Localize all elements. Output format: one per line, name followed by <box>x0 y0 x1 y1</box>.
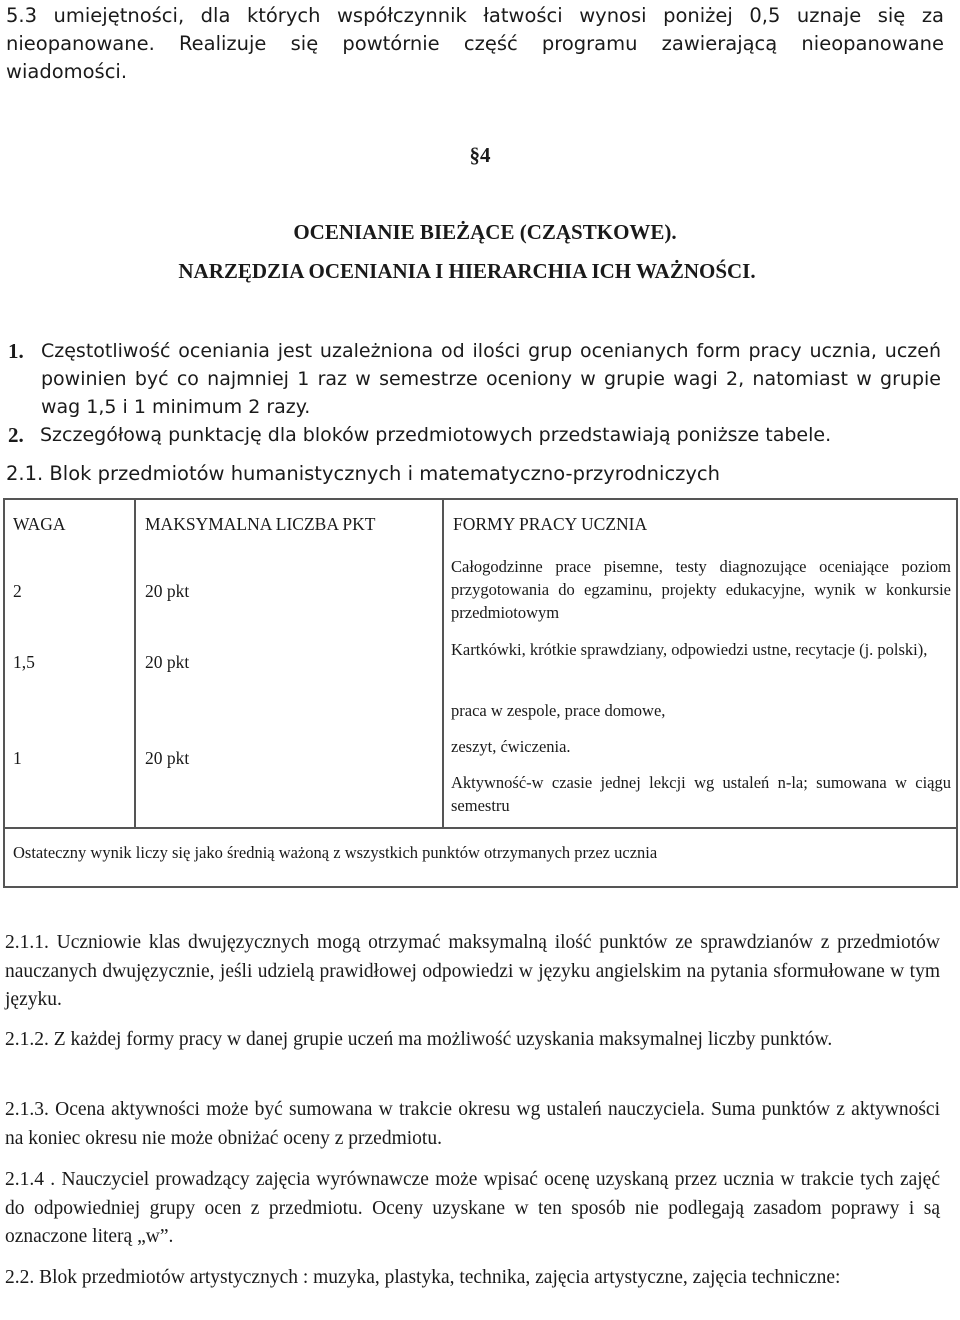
form-item: praca w zespole, prace domowe, <box>451 701 666 720</box>
form-item: Całogodzinne prace pisemne, testy diagnozujące oceniające poziom przygotowania do egzaminu, projekty edukacyjne, wynik w konkursie przedmiotowym <box>451 557 951 622</box>
section-title-line1: OCENIANIE BIEŻĄCE (CZĄSTKOWE). <box>293 220 677 244</box>
paragraph-2-1-3: 2.1.3. Ocena aktywności może być sumowana w trakcie okresu wg ustaleń nauczyciela. Suma punktów z aktywności na koniec okresu nie może obniżać oceny z przedmiotu. <box>5 1099 940 1149</box>
table-summary: Ostateczny wynik liczy się jako średnią ważoną z wszystkich punktów otrzymanych przez ucznia <box>13 843 658 862</box>
row-waga: 1 <box>13 748 22 768</box>
list-item-number: 1. <box>8 339 24 363</box>
row-points: 20 pkt <box>145 581 190 601</box>
points-table <box>3 498 958 888</box>
list-item-text: Szczegółową punktację dla bloków przedmiotowych przedstawiają poniższe tabele. <box>40 424 832 446</box>
table-divider <box>5 827 956 829</box>
list-item-text: Częstotliwość oceniania jest uzależniona od ilości grup ocenianych form pracy ucznia, uczeń powinien być co najmniej 1 raz w semestrze oceniony w grupie wagi 2, natomiast w grupie wag 1,5 i 1 minimum 2 razy. <box>41 340 941 418</box>
row-waga: 1,5 <box>13 652 35 672</box>
section-title-line2: NARZĘDZIA OCENIANIA I HIERARCHIA ICH WAŻNOŚCI. <box>178 259 756 283</box>
intro-paragraph: 5.3 umiejętności, dla których współczynnik łatwości wynosi poniżej 0,5 uznaje się za nieopanowane. Realizuje się powtórnie część programu zawierającą nieopanowane wiadomości. <box>6 4 944 83</box>
form-item: Aktywność-w czasie jednej lekcji wg ustaleń n-la; sumowana w ciągu semestru <box>451 773 951 815</box>
list-item-2 <box>8 421 941 451</box>
row-waga: 2 <box>13 581 22 601</box>
header-waga: WAGA <box>13 514 66 534</box>
subsection-heading: 2.1. Blok przedmiotów humanistycznych i matematyczno-przyrodniczych <box>6 462 721 485</box>
form-item: Kartkówki, krótkie sprawdziany, odpowiedzi ustne, recytacje (j. polski), <box>451 640 928 659</box>
table-divider <box>442 500 444 827</box>
paragraph-2-1-2: 2.1.2. Z każdej formy pracy w danej grupie uczeń ma możliwość uzyskania maksymalnej liczby punktów. <box>5 1029 833 1050</box>
row-points: 20 pkt <box>145 748 190 768</box>
paragraph-2-1-4: 2.1.4 . Nauczyciel prowadzący zajęcia wyrównawcze może wpisać ocenę uzyskaną przez ucznia w trakcie tych zajęć do odpowiedniej grupy ocen z przedmiotu. Oceny uzyskane w ten sposób nie podlegają zasadom poprawy i są oznaczone literą „w”. <box>5 1169 940 1247</box>
list-item-number: 2. <box>8 423 24 447</box>
form-item: zeszyt, ćwiczenia. <box>451 737 571 756</box>
list-item-1 <box>8 337 941 427</box>
paragraph-2-1-1: 2.1.1. Uczniowie klas dwujęzycznych mogą otrzymać maksymalną ilość punktów ze sprawdzianów z przedmiotów nauczanych dwujęzycznie, jeśli udzielą prawidłowej odpowiedzi w języku angielskim na pytania sformułowane w tym języku. <box>5 932 940 1010</box>
table-divider <box>134 500 136 827</box>
paragraph-2-2: 2.2. Blok przedmiotów artystycznych : muzyka, plastyka, technika, zajęcia artystyczne, zajęcia techniczne: <box>5 1267 841 1288</box>
section-number: §4 <box>469 143 491 167</box>
header-forms: FORMY PRACY UCZNIA <box>453 514 648 534</box>
row-points: 20 pkt <box>145 652 190 672</box>
header-max-points: MAKSYMALNA LICZBA PKT <box>145 514 376 534</box>
